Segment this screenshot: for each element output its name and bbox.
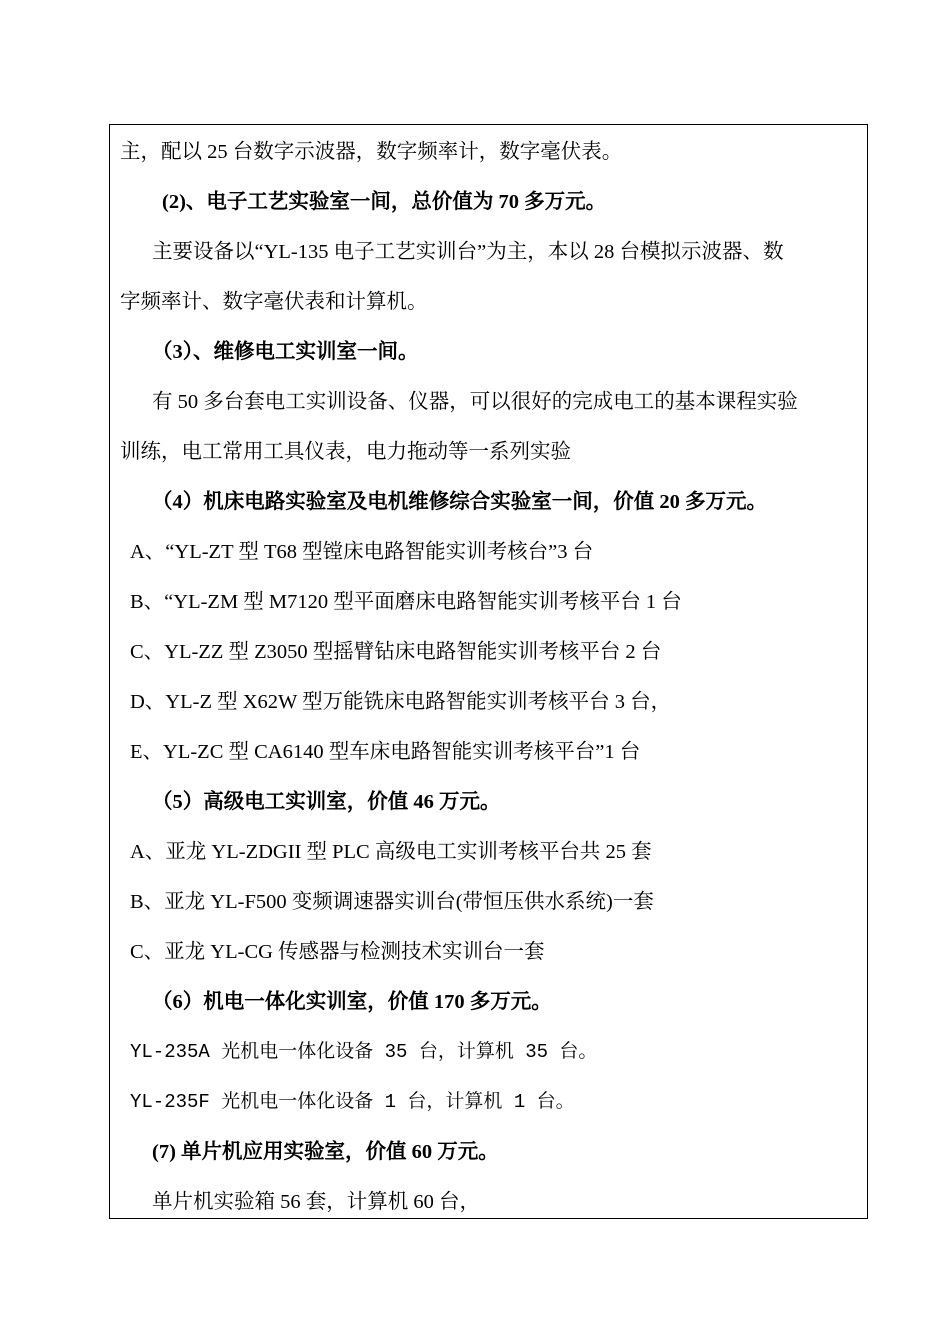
list-item-4a: A、“YL-ZT 型 T68 型镗床电路智能实训考核台”3 台 bbox=[130, 541, 594, 563]
body-line-7: 训练，电工常用工具仪表，电力拖动等一系列实验 bbox=[120, 441, 571, 463]
section-heading-5: （5）高级电工实训室，价值 46 万元。 bbox=[152, 791, 501, 813]
list-item-5b: B、亚龙 YL-F500 变频调速器实训台(带恒压供水系统)一套 bbox=[130, 891, 654, 913]
section-heading-7: (7) 单片机应用实验室，价值 60 万元。 bbox=[152, 1141, 499, 1163]
list-item-5a: A、亚龙 YL-ZDGII 型 PLC 高级电工实训考核平台共 25 套 bbox=[130, 841, 652, 863]
list-item-4e: E、YL-ZC 型 CA6140 型车床电路智能实训考核平台”1 台 bbox=[130, 741, 641, 763]
section-heading-3: （3）、维修电工实训室一间。 bbox=[152, 341, 419, 363]
section-heading-2: (2)、电子工艺实验室一间，总价值为 70 多万元。 bbox=[162, 191, 607, 213]
section-heading-4: （4）机床电路实验室及电机维修综合实验室一间，价值 20 多万元。 bbox=[152, 491, 767, 513]
document-frame bbox=[109, 124, 868, 1219]
section-heading-6: （6）机电一体化实训室，价值 170 多万元。 bbox=[152, 991, 552, 1013]
body-line-1: 主，配以 25 台数字示波器，数字频率计，数字毫伏表。 bbox=[120, 141, 623, 163]
body-line-6: 有 50 多台套电工实训设备、仪器，可以很好的完成电工的基本课程实验 bbox=[152, 391, 798, 413]
body-line-3: 主要设备以“YL-135 电子工艺实训台”为主，本以 28 台模拟示波器、数 bbox=[152, 241, 784, 263]
list-item-4c: C、YL-ZZ 型 Z3050 型摇臂钻床电路智能实训考核平台 2 台 bbox=[130, 641, 662, 663]
list-item-5c: C、亚龙 YL-CG 传感器与检测技术实训台一套 bbox=[130, 941, 545, 963]
body-line-4: 字频率计、数字毫伏表和计算机。 bbox=[120, 291, 428, 313]
equipment-line-235a: YL-235A 光机电一体化设备 35 台，计算机 35 台。 bbox=[130, 1041, 598, 1063]
equipment-line-235f: YL-235F 光机电一体化设备 1 台，计算机 1 台。 bbox=[130, 1091, 575, 1113]
body-line-last: 单片机实验箱 56 套，计算机 60 台， bbox=[152, 1191, 480, 1213]
list-item-4b: B、“YL-ZM 型 M7120 型平面磨床电路智能实训考核平台 1 台 bbox=[130, 591, 682, 613]
list-item-4d: D、YL-Z 型 X62W 型万能铣床电路智能实训考核平台 3 台， bbox=[130, 691, 672, 713]
